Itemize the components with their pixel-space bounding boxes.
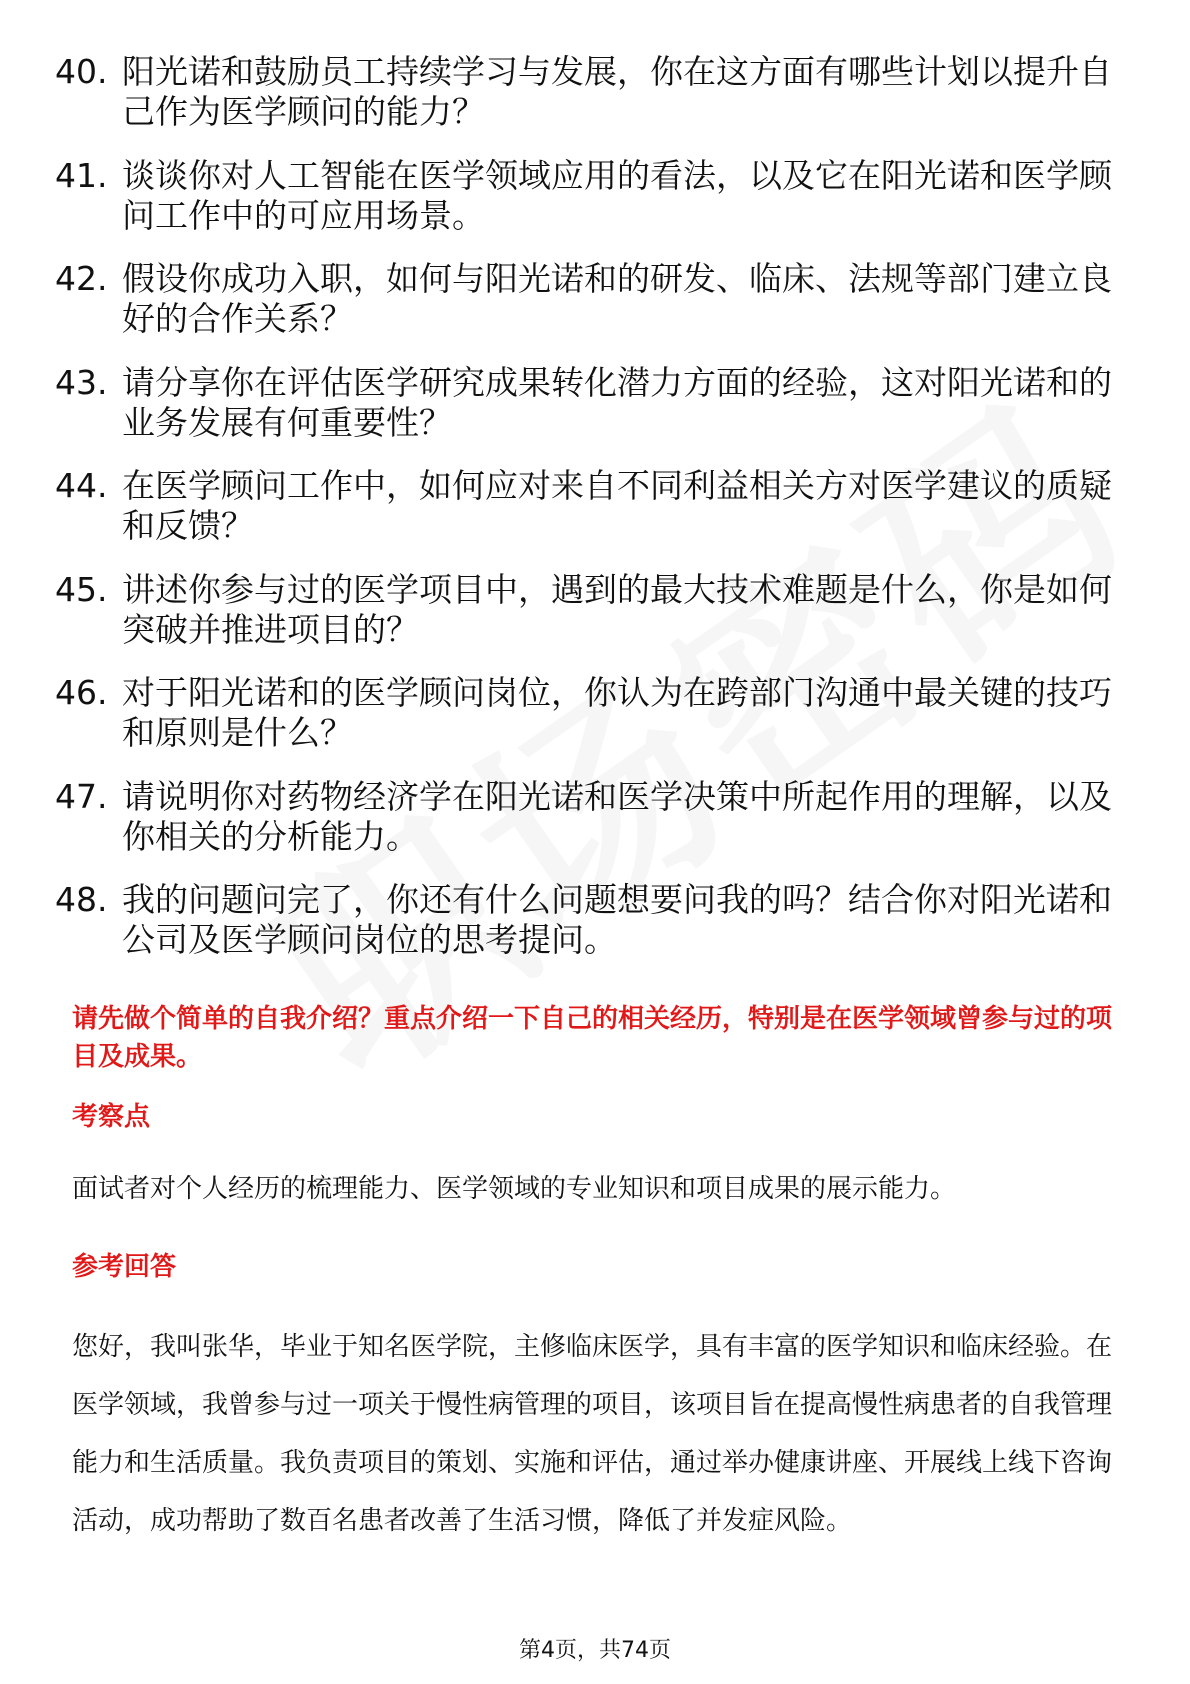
- assessment-text: 面试者对个人经历的梳理能力、医学领域的专业知识和项目成果的展示能力。: [72, 1174, 957, 1204]
- question-text: 假设你成功入职，如何与阳光诺和的研发、临床、法规等部门建立良好的合作关系？: [122, 259, 1112, 338]
- question-text: 我的问题问完了，你还有什么问题想要问我的吗？结合你对阳光诺和公司及医学顾问岗位的思考提问。: [122, 880, 1112, 959]
- question-text: 请分享你在评估医学研究成果转化潜力方面的经验，这对阳光诺和的业务发展有何重要性？: [122, 362, 1112, 442]
- list-item: [55, 880, 1135, 960]
- question-number: 44.: [55, 466, 108, 505]
- list-item: [55, 570, 1135, 650]
- question-number: 40.: [55, 52, 108, 91]
- question-number: 42.: [55, 259, 108, 298]
- question-number: 46.: [55, 673, 108, 712]
- list-item: [55, 259, 1135, 339]
- question-number: 43.: [55, 362, 108, 402]
- list-item: [55, 156, 1135, 236]
- question-number: 41.: [55, 155, 108, 195]
- question-number: 45.: [55, 569, 108, 609]
- page-number: 第4页，共74页: [519, 1638, 671, 1663]
- reference-answer-text: 您好，我叫张华，毕业于知名医学院，主修临床医学，具有丰富的医学知识和临床经验。在医学领域，我曾参与过一项关于慢性病管理的项目，该项目旨在提高慢性病患者的自我管理能力和生活质量。我负责项目的策划、实施和评估，通过举办健康讲座、开展线上线下咨询活动，成功帮助了数百名患者改善了生活习惯，降低了并发症风险。: [72, 1332, 1113, 1536]
- list-item: [55, 673, 1135, 753]
- question-number: 48.: [55, 880, 108, 919]
- list-item: [55, 777, 1135, 857]
- question-text: 阳光诺和鼓励员工持续学习与发展，你在这方面有哪些计划以提升自己作为医学顾问的能力？: [122, 52, 1112, 131]
- list-item: [55, 52, 1135, 132]
- question-text: 请说明你对药物经济学在阳光诺和医学决策中所起作用的理解，以及你相关的分析能力。: [122, 776, 1112, 856]
- question-text: 对于阳光诺和的医学顾问岗位，你认为在跨部门沟通中最关键的技巧和原则是什么？: [122, 673, 1112, 752]
- list-item: [55, 466, 1135, 546]
- question-text: 讲述你参与过的医学项目中，遇到的最大技术难题是什么，你是如何突破并推进项目的？: [122, 569, 1112, 649]
- assessment-heading: 考察点: [72, 1102, 151, 1132]
- question-text: 谈谈你对人工智能在医学领域应用的看法，以及它在阳光诺和医学顾问工作中的可应用场景。: [122, 155, 1112, 235]
- question-number: 47.: [55, 776, 108, 816]
- reference-answer-heading: 参考回答: [72, 1252, 177, 1282]
- featured-question: 请先做个简单的自我介绍？重点介绍一下自己的相关经历，特别是在医学领域曾参与过的项目及成果。: [72, 1004, 1113, 1072]
- question-list: [55, 52, 1135, 984]
- list-item: [55, 363, 1135, 443]
- question-text: 在医学顾问工作中，如何应对来自不同利益相关方对医学建议的质疑和反馈？: [122, 466, 1112, 545]
